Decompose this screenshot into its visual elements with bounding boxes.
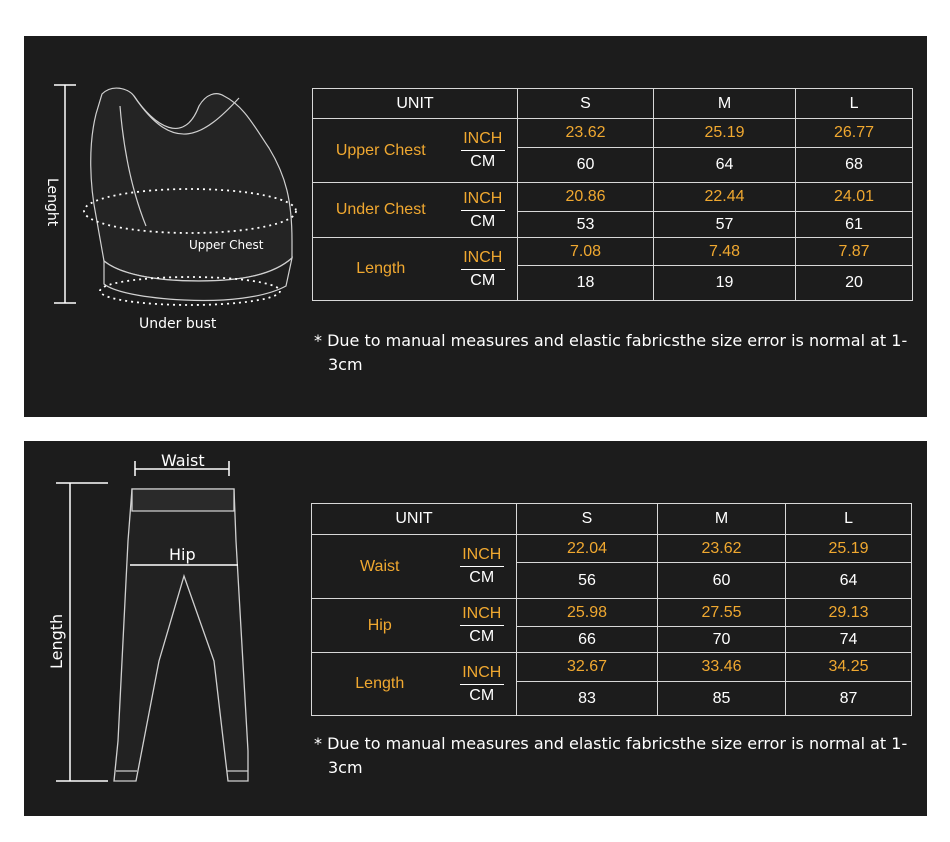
table-row <box>312 535 912 563</box>
leggings-size-panel <box>24 441 927 816</box>
waist-label: Waist <box>161 451 205 470</box>
inch-value: 27.55 <box>658 599 786 627</box>
measure-name: Upper Chest <box>313 119 449 183</box>
inch-label: INCH <box>460 605 504 626</box>
table-row <box>313 238 913 266</box>
inch-label: INCH <box>460 546 504 567</box>
cm-value: 85 <box>658 682 786 716</box>
measure-name: Waist <box>312 535 448 599</box>
size-m-header: M <box>654 89 796 119</box>
table-row <box>313 183 913 212</box>
cm-label: CM <box>470 271 496 289</box>
cm-value: 83 <box>517 682 658 716</box>
size-l-header: L <box>796 89 913 119</box>
cm-value: 74 <box>786 627 912 653</box>
inch-value: 26.77 <box>796 119 913 148</box>
cm-label: CM <box>469 686 495 704</box>
upper-chest-label: Upper Chest <box>189 238 264 252</box>
measure-name: Length <box>312 653 448 716</box>
inch-label: INCH <box>461 249 505 270</box>
length-label: Length <box>47 613 66 669</box>
unit-labels <box>449 119 518 183</box>
inch-value: 23.62 <box>658 535 786 563</box>
cm-label: CM <box>470 212 496 230</box>
measure-name: Hip <box>312 599 448 653</box>
size-error-note: * Due to manual measures and elastic fabricsthe size error is normal at 1-3cm <box>314 734 908 777</box>
inch-label: INCH <box>461 190 505 211</box>
table-row <box>312 653 912 682</box>
table-header-row <box>312 504 912 535</box>
table-row <box>312 599 912 627</box>
inch-value: 33.46 <box>658 653 786 682</box>
inch-value: 24.01 <box>796 183 913 212</box>
cm-value: 70 <box>658 627 786 653</box>
under-bust-label: Under bust <box>139 316 217 332</box>
size-error-note: * Due to manual measures and elastic fabricsthe size error is normal at 1-3cm <box>314 331 908 374</box>
unit-labels <box>448 653 517 716</box>
inch-value: 25.19 <box>786 535 912 563</box>
cm-label: CM <box>469 628 495 645</box>
length-label: Lenght <box>44 178 60 227</box>
unit-labels <box>449 238 518 301</box>
inch-value: 34.25 <box>786 653 912 682</box>
inch-value: 7.87 <box>796 238 913 266</box>
cm-label: CM <box>470 153 496 170</box>
size-l-header: L <box>786 504 912 535</box>
unit-header: UNIT <box>313 89 518 119</box>
inch-value: 29.13 <box>786 599 912 627</box>
inch-value: 22.44 <box>654 183 796 212</box>
inch-label: INCH <box>460 664 504 685</box>
cm-value: 66 <box>517 627 658 653</box>
bra-illustration <box>24 36 314 417</box>
inch-label: INCH <box>461 130 505 151</box>
leggings-illustration <box>24 441 314 816</box>
cm-value: 60 <box>658 563 786 599</box>
inch-value: 22.04 <box>517 535 658 563</box>
unit-header: UNIT <box>312 504 517 535</box>
hip-label: Hip <box>169 545 196 564</box>
leggings-outline <box>114 489 248 781</box>
inch-value: 7.08 <box>518 238 654 266</box>
cm-value: 87 <box>786 682 912 716</box>
cm-value: 18 <box>518 266 654 301</box>
inch-value: 23.62 <box>518 119 654 148</box>
measure-name: Under Chest <box>313 183 449 238</box>
table-row <box>313 119 913 148</box>
inch-value: 32.67 <box>517 653 658 682</box>
cm-value: 19 <box>654 266 796 301</box>
inch-value: 20.86 <box>518 183 654 212</box>
inch-value: 25.19 <box>654 119 796 148</box>
cm-label: CM <box>469 569 495 586</box>
cm-value: 57 <box>654 212 796 238</box>
inch-value: 25.98 <box>517 599 658 627</box>
size-s-header: S <box>517 504 658 535</box>
cm-value: 68 <box>796 148 913 183</box>
bra-size-table <box>312 88 913 301</box>
cm-value: 56 <box>517 563 658 599</box>
table-header-row <box>313 89 913 119</box>
unit-labels <box>448 599 517 653</box>
inch-value: 7.48 <box>654 238 796 266</box>
size-m-header: M <box>658 504 786 535</box>
bra-size-panel <box>24 36 927 417</box>
size-s-header: S <box>518 89 654 119</box>
cm-value: 53 <box>518 212 654 238</box>
unit-labels <box>448 535 517 599</box>
cm-value: 64 <box>786 563 912 599</box>
cm-value: 64 <box>654 148 796 183</box>
cm-value: 20 <box>796 266 913 301</box>
leggings-size-table <box>311 503 912 716</box>
unit-labels <box>449 183 518 238</box>
cm-value: 60 <box>518 148 654 183</box>
measure-name: Length <box>313 238 449 301</box>
cm-value: 61 <box>796 212 913 238</box>
